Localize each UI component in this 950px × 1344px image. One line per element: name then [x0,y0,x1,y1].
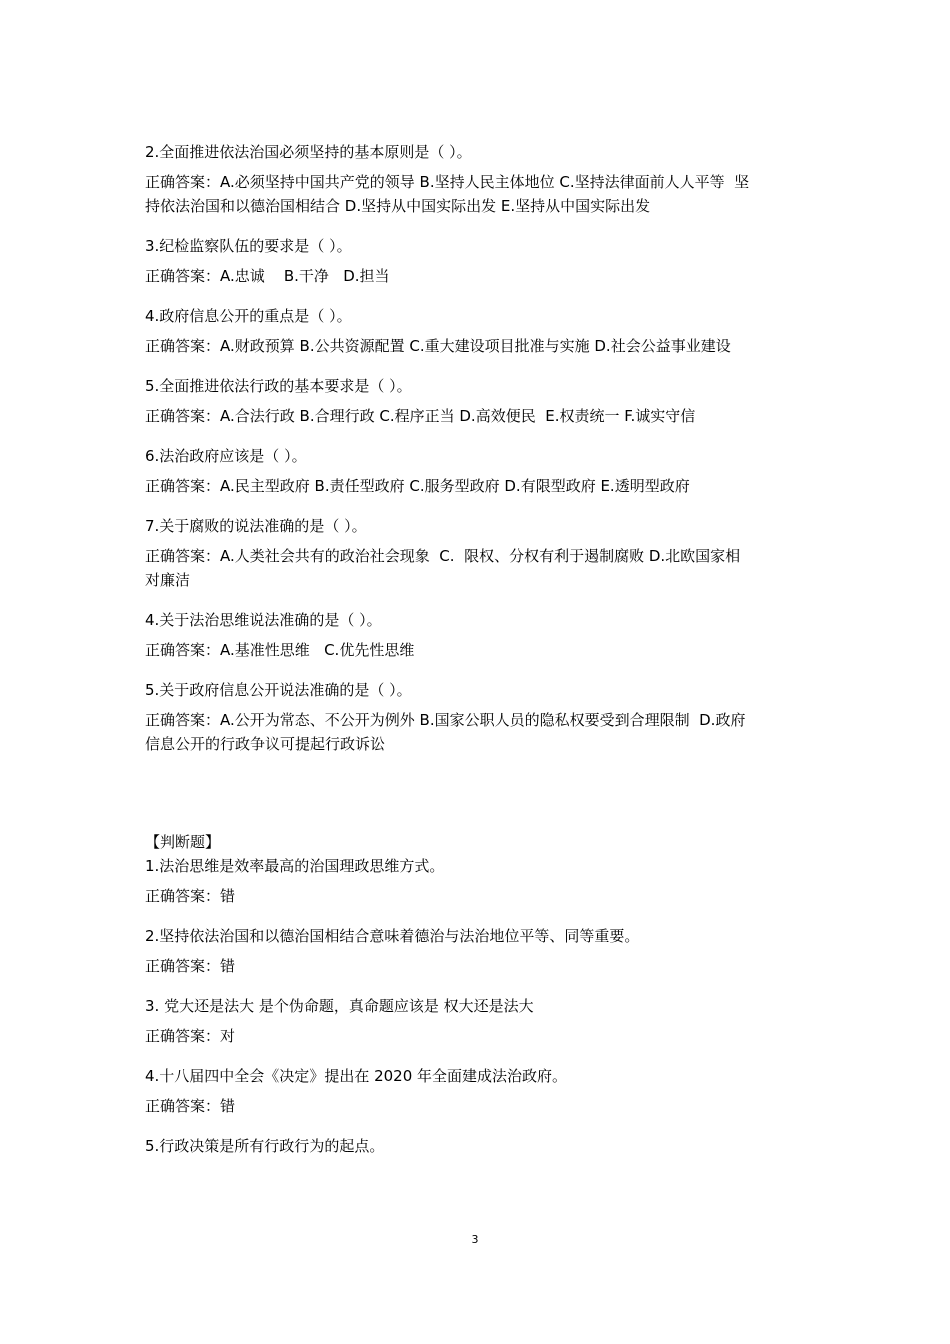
answer-text: 正确答案：A.必须坚持中国共产党的领导 B.坚持人民主体地位 C.坚持法律面前人人平等 坚 [145,173,750,191]
multi-choice-item [145,608,810,662]
judgement-item [145,1134,810,1158]
question-text: 3. 党大还是法大 是个伪命题，真命题应该是 权大还是法大 [145,997,534,1015]
multi-choice-item [145,304,810,358]
question-text: 4.关于法治思维说法准确的是（ ）。 [145,611,382,629]
question-text: 3.纪检监察队伍的要求是（ ）。 [145,237,352,255]
page-number: 3 [471,1233,479,1246]
answer-text: 正确答案：错 [145,1097,236,1115]
multi-choice-item [145,140,810,218]
judgement-item [145,924,810,978]
question-text: 6.法治政府应该是（ ）。 [145,447,307,465]
answer-text: 正确答案：A.忠诚 B.干净 D.担当 [145,267,390,285]
answer-text: 正确答案：错 [145,887,236,905]
question-text: 1.法治思维是效率最高的治国理政思维方式。 [145,857,445,875]
section-heading: 【判断题】 [145,833,221,851]
question-text: 4.十八届四中全会《决定》提出在 2020 年全面建成法治政府。 [145,1067,568,1085]
question-text: 7.关于腐败的说法准确的是（ ）。 [145,517,367,535]
judgement-item [145,854,810,908]
question-text: 2.全面推进依法治国必须坚持的基本原则是（ ）。 [145,143,472,161]
answer-text: 持依法治国和以德治国相结合 D.坚持从中国实际出发 E.坚持从中国实际出发 [145,197,651,215]
multi-choice-item [145,374,810,428]
answer-text: 正确答案：A.财政预算 B.公共资源配置 C.重大建设项目批准与实施 D.社会公益事业建设 [145,337,731,355]
answer-text: 正确答案：A.民主型政府 B.责任型政府 C.服务型政府 D.有限型政府 E.透明型政府 [145,477,690,495]
answer-text: 正确答案：错 [145,957,236,975]
multi-choice-item [145,234,810,288]
judgement-item [145,1064,810,1118]
page-content [145,140,810,1174]
question-text: 2.坚持依法治国和以德治国相结合意味着德治与法治地位平等、同等重要。 [145,927,640,945]
section-spacer [145,772,810,830]
answer-text: 正确答案：A.合法行政 B.合理行政 C.程序正当 D.高效便民 E.权责统一 F.诚实守信 [145,407,696,425]
answer-text: 信息公开的行政争议可提起行政诉讼 [145,735,386,753]
answer-text: 正确答案：对 [145,1027,236,1045]
multi-choice-item [145,514,810,592]
multi-choice-item [145,678,810,756]
question-text: 5.全面推进依法行政的基本要求是（ ）。 [145,377,412,395]
question-text: 5.关于政府信息公开说法准确的是（ ）。 [145,681,412,699]
answer-text: 对廉洁 [145,571,191,589]
question-text: 5.行政决策是所有行政行为的起点。 [145,1137,385,1155]
question-text: 4.政府信息公开的重点是（ ）。 [145,307,352,325]
answer-text: 正确答案：A.人类社会共有的政治社会现象 C. 限权、分权有利于遏制腐败 D.北欧国家相 [145,547,741,565]
judgement-item [145,994,810,1048]
answer-text: 正确答案：A.公开为常态、不公开为例外 B.国家公职人员的隐私权要受到合理限制 D.政府 [145,711,746,729]
multi-choice-item [145,444,810,498]
answer-text: 正确答案：A.基准性思维 C.优先性思维 [145,641,415,659]
